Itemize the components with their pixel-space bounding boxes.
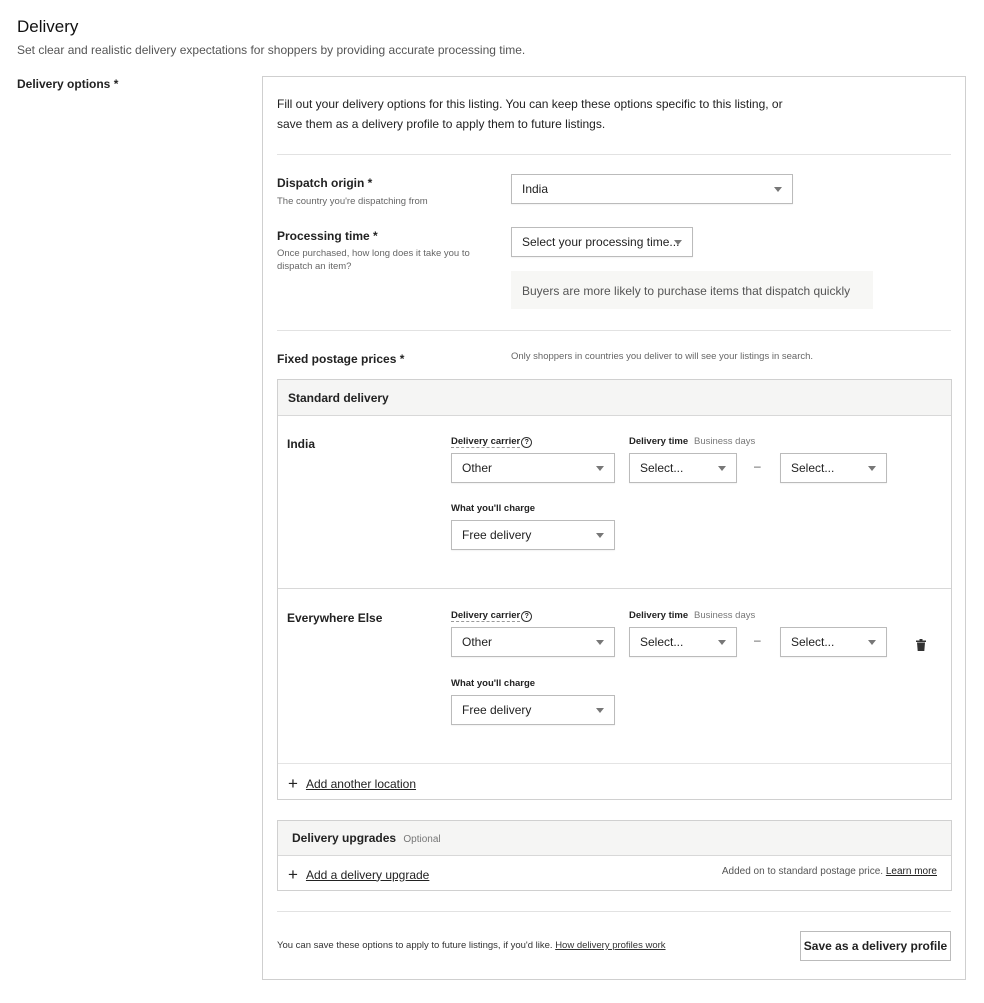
delivery-carrier-label: Delivery carrier ? xyxy=(451,610,532,622)
add-location-link[interactable]: Add another location xyxy=(305,776,417,791)
delivery-upgrades-title: Delivery upgrades xyxy=(292,831,397,845)
chevron-down-icon xyxy=(774,187,782,192)
delivery-time-to-select[interactable] xyxy=(780,627,887,657)
dispatch-origin-help: The country you're dispatching from xyxy=(277,196,428,207)
fixed-postage-hint: Only shoppers in countries you deliver to will see your listings in search. xyxy=(511,351,814,362)
profiles-help-link[interactable]: How delivery profiles work xyxy=(555,940,666,951)
chevron-down-icon xyxy=(596,640,604,645)
chevron-down-icon xyxy=(718,640,726,645)
footer-message: You can save these options to apply to future listings, if you'd like. xyxy=(277,940,553,951)
delivery-options-label: Delivery options * xyxy=(17,77,119,91)
charge-value: Free delivery xyxy=(462,528,532,542)
charge-select[interactable] xyxy=(451,695,615,725)
plus-icon: + xyxy=(288,774,298,793)
carrier-value: Other xyxy=(462,635,493,649)
divider xyxy=(277,154,951,155)
divider xyxy=(278,588,951,589)
divider xyxy=(278,763,951,764)
footer-text xyxy=(277,940,666,951)
page-subtitle: Set clear and realistic delivery expectations for shoppers by providing accurate processing time. xyxy=(17,43,526,57)
charge-value: Free delivery xyxy=(462,703,532,717)
divider xyxy=(277,330,951,331)
charge-label: What you'll charge xyxy=(451,678,536,689)
chevron-down-icon xyxy=(674,240,682,245)
page-title: Delivery xyxy=(17,17,79,36)
delivery-time-label: Delivery time xyxy=(629,610,689,621)
standard-delivery-box xyxy=(277,379,952,800)
chevron-down-icon xyxy=(718,466,726,471)
carrier-select[interactable] xyxy=(451,627,615,657)
charge-select[interactable] xyxy=(451,520,615,550)
processing-time-select[interactable] xyxy=(511,227,693,257)
dispatch-origin-value: India xyxy=(522,182,549,196)
chevron-down-icon xyxy=(596,466,604,471)
chevron-down-icon xyxy=(596,708,604,713)
chevron-down-icon xyxy=(596,533,604,538)
panel-intro: Fill out your delivery options for this listing. You can keep these options specific to this listing, or save them as a delivery profile to apply them to future listings. xyxy=(277,97,783,131)
optional-label: Optional xyxy=(403,834,441,845)
chevron-down-icon xyxy=(868,466,876,471)
delivery-time-to-select[interactable] xyxy=(780,453,887,483)
processing-time-note: Buyers are more likely to purchase items that dispatch quickly xyxy=(511,271,873,309)
upgrade-note-text: Added on to standard postage price. xyxy=(721,866,884,877)
plus-icon: + xyxy=(288,865,298,884)
carrier-value: Other xyxy=(462,461,493,475)
time-to-value: Select... xyxy=(791,461,835,475)
save-profile-button[interactable]: Save as a delivery profile xyxy=(800,931,951,961)
time-from-value: Select... xyxy=(640,461,684,475)
time-to-value: Select... xyxy=(791,635,835,649)
charge-label: What you'll charge xyxy=(451,503,536,514)
delivery-carrier-label: Delivery carrier ? xyxy=(451,436,532,448)
delivery-time-from-select[interactable] xyxy=(629,627,737,657)
standard-delivery-header: Standard delivery xyxy=(278,380,951,416)
range-dash: – xyxy=(754,459,761,473)
trash-icon[interactable] xyxy=(916,638,926,656)
carrier-select[interactable] xyxy=(451,453,615,483)
delivery-time-from-select[interactable] xyxy=(629,453,737,483)
upgrade-note xyxy=(722,866,937,877)
dispatch-origin-label: Dispatch origin * xyxy=(277,176,373,190)
location-name: Everywhere Else xyxy=(287,611,383,625)
processing-time-help: Once purchased, how long does it take you to dispatch an item? xyxy=(277,248,470,272)
learn-more-link[interactable]: Learn more xyxy=(885,866,937,877)
dispatch-origin-select[interactable] xyxy=(511,174,793,204)
trash-icon-svg xyxy=(916,639,926,651)
delivery-time-label: Delivery time xyxy=(629,436,689,447)
business-days-label: Business days xyxy=(694,436,756,447)
chevron-down-icon xyxy=(868,640,876,645)
processing-time-label: Processing time * xyxy=(277,229,378,243)
delivery-upgrades-header xyxy=(278,821,951,856)
help-icon[interactable]: ? xyxy=(521,437,532,448)
add-location-button[interactable] xyxy=(288,775,416,792)
add-upgrade-link[interactable]: Add a delivery upgrade xyxy=(305,867,430,882)
help-icon[interactable]: ? xyxy=(521,611,532,622)
add-upgrade-button[interactable] xyxy=(288,866,429,883)
time-from-value: Select... xyxy=(640,635,684,649)
business-days-label: Business days xyxy=(694,610,756,621)
location-name: India xyxy=(287,437,316,451)
range-dash: – xyxy=(754,633,761,647)
fixed-postage-label: Fixed postage prices * xyxy=(277,352,405,366)
processing-time-placeholder: Select your processing time... xyxy=(522,235,680,249)
divider xyxy=(277,911,951,912)
